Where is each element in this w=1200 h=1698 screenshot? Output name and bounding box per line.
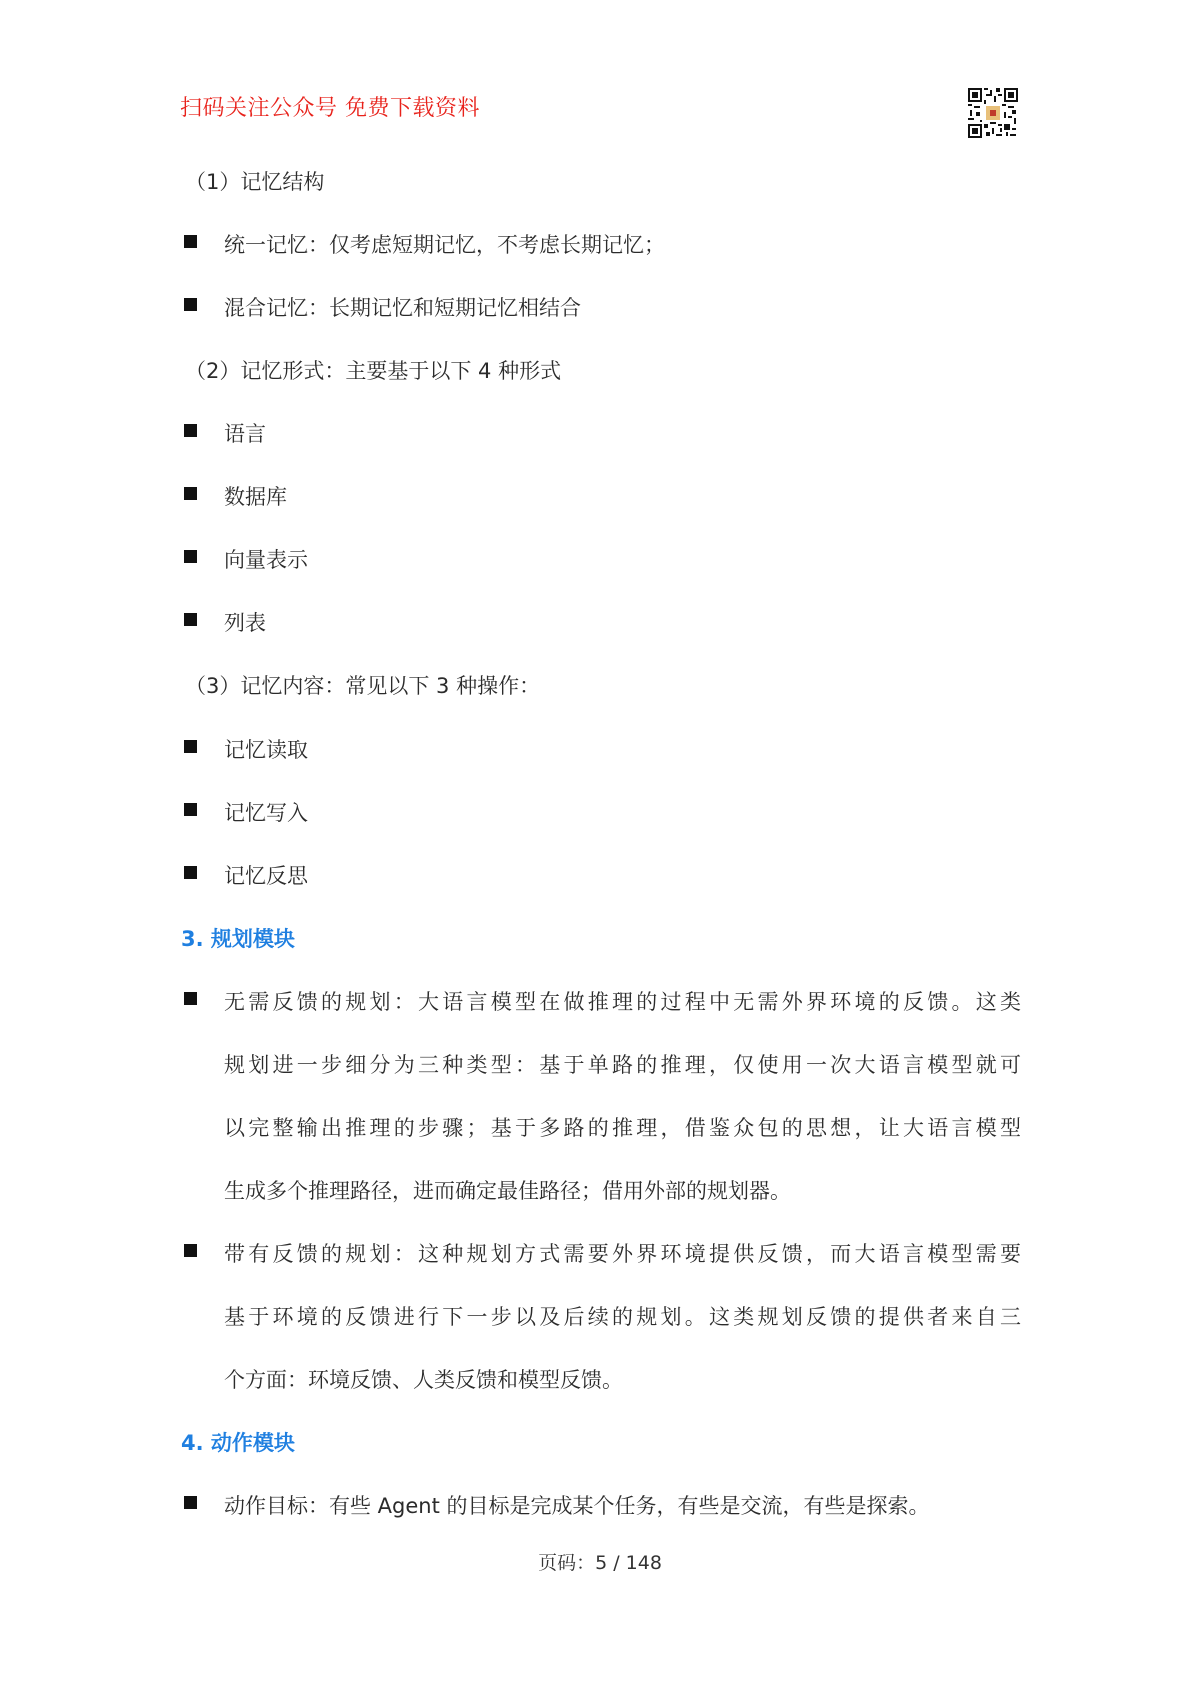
list-item: 列表 (224, 611, 266, 635)
paragraph-line: 无需反馈的规划：大语言模型在做推理的过程中无需外界环境的反馈。这类 (224, 990, 1021, 1014)
bullet-icon (184, 803, 197, 816)
paragraph-line: 带有反馈的规划：这种规划方式需要外界环境提供反馈，而大语言模型需要 (224, 1242, 1021, 1266)
bullet-icon (184, 550, 197, 563)
list-item: 记忆读取 (224, 738, 308, 762)
header-promo-text: 扫码关注公众号 免费下载资料 (180, 96, 480, 121)
bullet-icon (184, 235, 197, 248)
list-item: 向量表示 (224, 548, 308, 572)
paragraph-line: 生成多个推理路径，进而确定最佳路径；借用外部的规划器。 (224, 1179, 791, 1203)
memory-structure-heading: （1）记忆结构 (185, 170, 325, 194)
list-item: 语言 (224, 422, 266, 446)
list-item: 混合记忆：长期记忆和短期记忆相结合 (224, 296, 581, 320)
action-section-heading: 4. 动作模块 (181, 1431, 295, 1455)
bullet-icon (184, 613, 197, 626)
paragraph-line: 规划进一步细分为三种类型：基于单路的推理，仅使用一次大语言模型就可 (224, 1053, 1021, 1077)
list-item: 记忆反思 (224, 864, 308, 888)
bullet-icon (184, 424, 197, 437)
bullet-icon (184, 1244, 197, 1257)
bullet-icon (184, 866, 197, 879)
paragraph-line: 动作目标：有些 Agent 的目标是完成某个任务，有些是交流，有些是探索。 (224, 1494, 930, 1518)
paragraph-line: 个方面：环境反馈、人类反馈和模型反馈。 (224, 1368, 623, 1392)
memory-content-heading: （3）记忆内容：常见以下 3 种操作： (185, 674, 541, 698)
paragraph-line: 以完整输出推理的步骤；基于多路的推理，借鉴众包的思想，让大语言模型 (224, 1116, 1021, 1140)
bullet-icon (184, 740, 197, 753)
page-number: 页码：5 / 148 (538, 1552, 662, 1574)
list-item: 数据库 (224, 485, 287, 509)
bullet-icon (184, 992, 197, 1005)
bullet-icon (184, 298, 197, 311)
memory-form-heading: （2）记忆形式：主要基于以下 4 种形式 (185, 359, 562, 383)
qr-code-icon (968, 88, 1018, 138)
bullet-icon (184, 1496, 197, 1509)
paragraph-line: 基于环境的反馈进行下一步以及后续的规划。这类规划反馈的提供者来自三 (224, 1305, 1021, 1329)
list-item: 记忆写入 (224, 801, 308, 825)
planning-section-heading: 3. 规划模块 (181, 927, 295, 951)
bullet-icon (184, 487, 197, 500)
list-item: 统一记忆：仅考虑短期记忆，不考虑长期记忆； (224, 233, 665, 257)
